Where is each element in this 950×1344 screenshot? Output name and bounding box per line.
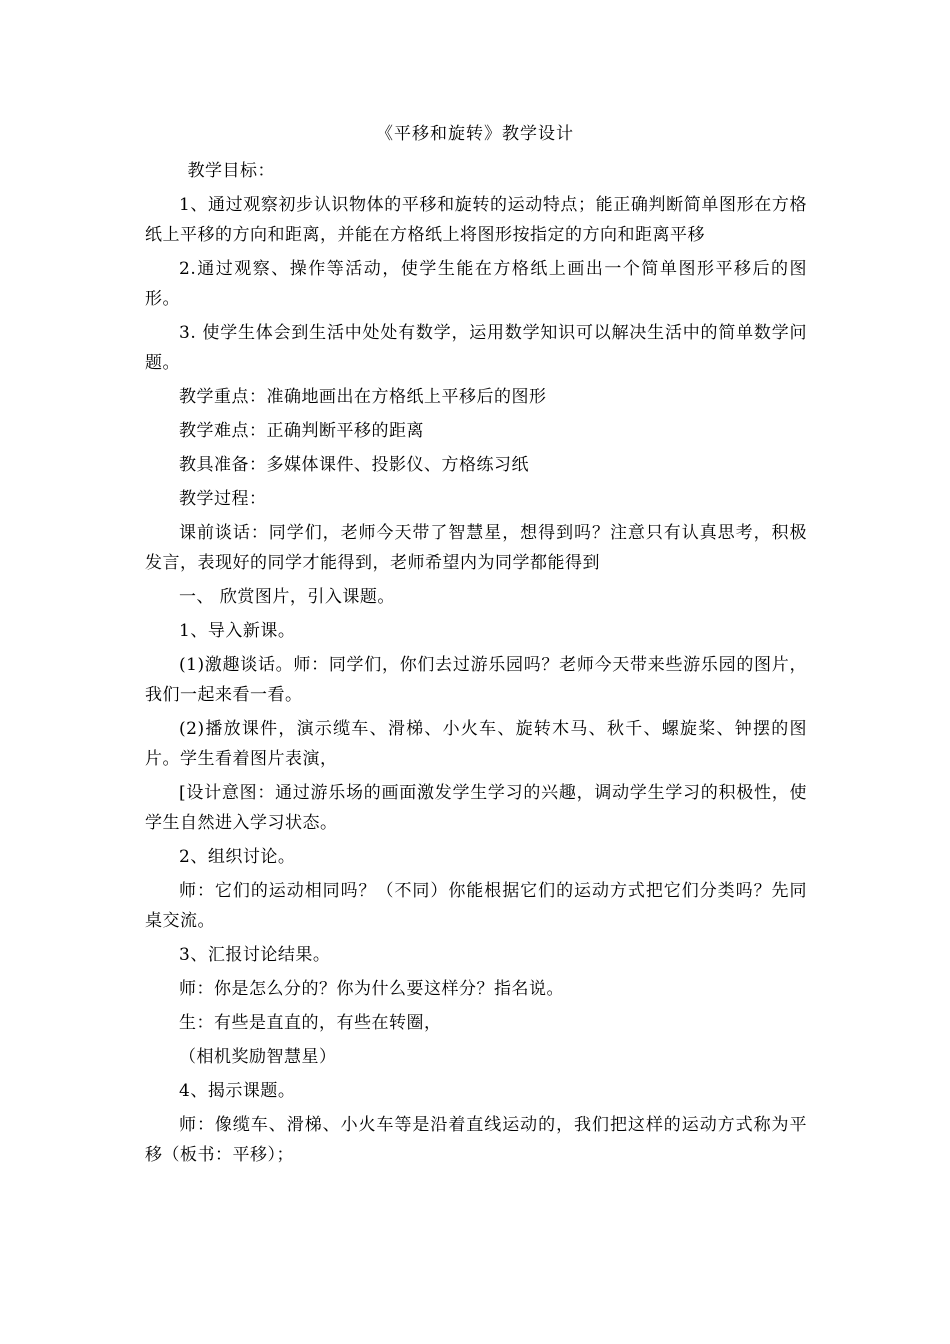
step-1-item-1: (1)激趣谈话。师：同学们，你们去过游乐园吗？老师今天带来些游乐园的图片，我们一起来看一看。: [145, 655, 807, 705]
step-1-heading: 1、导入新课。: [179, 621, 296, 641]
step-3-heading: 3、汇报讨论结果。: [179, 945, 331, 965]
step-2-dialogue: 师：它们的运动相同吗？（不同）你能根据它们的运动方式把它们分类吗？先同桌交流。: [145, 881, 807, 931]
section-heading-process: 教学过程：: [179, 489, 267, 509]
objective-1: 1、通过观察初步认识物体的平移和旋转的运动特点；能正确判断简单图形在方格纸上平移的方向和距离，并能在方格纸上将图形按指定的方向和距离平移: [145, 195, 807, 245]
step-3-reward: （相机奖励智慧星）: [179, 1047, 337, 1067]
step-4-teacher: 师：像缆车、滑梯、小火车等是沿着直线运动的，我们把这样的运动方式称为平移（板书：平移）；: [145, 1115, 807, 1165]
difficult-point: 教学难点：正确判断平移的距离: [179, 421, 424, 441]
part-one-heading: 一、 欣赏图片，引入课题。: [179, 587, 395, 607]
step-3-teacher: 师：你是怎么分的？你为什么要这样分？指名说。: [179, 979, 564, 999]
key-point: 教学重点：准确地画出在方格纸上平移后的图形: [179, 387, 547, 407]
design-intent: [设计意图：通过游乐场的画面激发学生学习的兴趣，调动学生学习的积极性，使学生自然进入学习状态。: [145, 783, 807, 833]
section-heading-objectives: 教学目标：: [187, 161, 275, 181]
document-title: 《平移和旋转》教学设计: [376, 124, 574, 144]
step-2-heading: 2、组织讨论。: [179, 847, 296, 867]
pre-class-talk: 课前谈话：同学们，老师今天带了智慧星，想得到吗？注意只有认真思考，积极发言，表现好的同学才能得到，老师希望内为同学都能得到: [145, 523, 807, 573]
step-1-item-2: (2)播放课件，演示缆车、滑梯、小火车、旋转木马、秋千、螺旋桨、钟摆的图片。学生看着图片表演，: [145, 719, 807, 769]
step-4-heading: 4、揭示课题。: [179, 1081, 296, 1101]
objective-2: 2.通过观察、操作等活动，使学生能在方格纸上画出一个简单图形平移后的图形。: [145, 259, 807, 309]
document-body: [145, 156, 807, 1174]
teaching-aids: 教具准备：多媒体课件、投影仪、方格练习纸: [179, 455, 529, 475]
step-3-student: 生：有些是直直的，有些在转圈，: [179, 1013, 442, 1033]
objective-3: 3. 使学生体会到生活中处处有数学，运用数学知识可以解决生活中的简单数学问题。: [145, 323, 807, 373]
